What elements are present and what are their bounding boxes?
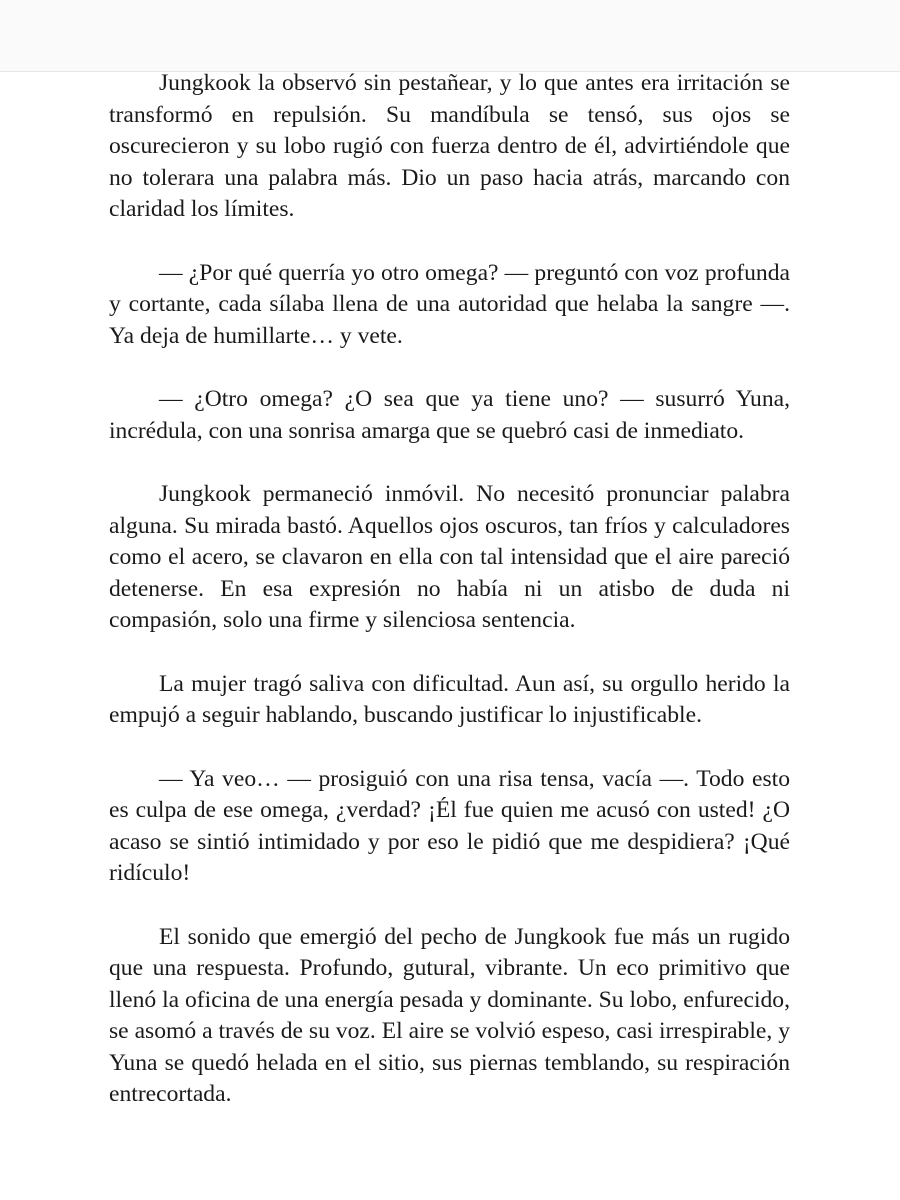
paragraph: — ¿Por qué querría yo otro omega? — preguntó con voz profunda y cortante, cada sílaba llena de una autoridad que helaba la sangre —. Ya deja de humillarte… y vete. [109,259,790,349]
paragraph: — ¿Otro omega? ¿O sea que ya tiene uno? — susurró Yuna, incrédula, con una sonrisa amarga que se quebró casi de inmediato. [109,386,790,444]
document-page [109,68,790,1143]
paragraph: — Ya veo… — prosiguió con una risa tensa, vacía —. Todo esto es culpa de ese omega, ¿verdad? ¡Él fue quien me acusó con usted! ¿O acaso se sintió intimidado y por eso le pidió que me despidiera? ¡Qué ridículo! [109,765,790,886]
paragraph: Jungkook la observó sin pestañear, y lo que antes era irritación se transformó en repulsión. Su mandíbula se tensó, sus ojos se oscurecieron y su lobo rugió con fuerza dentro de él, advirtiéndole que no tolerara una palabra más. Dio un paso hacia atrás, marcando con claridad los límites. [109,70,790,222]
reader-top-bar [0,0,900,72]
paragraph: Jungkook permaneció inmóvil. No necesitó pronunciar palabra alguna. Su mirada bastó. Aquellos ojos oscuros, tan fríos y calculadores como el acero, se clavaron en ella con tal intensidad que el aire pareció detenerse. En esa expresión no había ni un atisbo de duda ni compasión, solo una firme y silenciosa sentencia. [109,481,790,633]
paragraph: La mujer tragó saliva con dificultad. Aun así, su orgullo herido la empujó a seguir hablando, buscando justificar lo injustificable. [109,670,790,728]
paragraph: El sonido que emergió del pecho de Jungkook fue más un rugido que una respuesta. Profundo, gutural, vibrante. Un eco primitivo que llenó la oficina de una energía pesada y dominante. Su lobo, enfurecido, se asomó a través de su voz. El aire se volvió espeso, casi irrespirable, y Yuna se quedó helada en el sitio, sus piernas temblando, su respiración entrecortada. [109,923,790,1107]
